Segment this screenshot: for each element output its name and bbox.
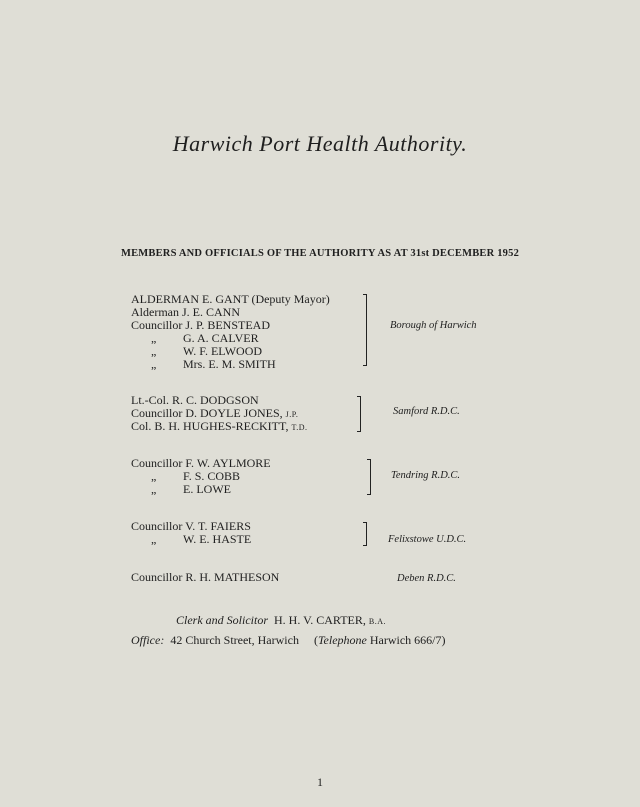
- group-bracket: [356, 396, 361, 432]
- member-group-deben: [131, 571, 611, 584]
- member-group-samford: [131, 394, 611, 433]
- authority-body-label: Deben R.D.C.: [397, 573, 456, 584]
- group-bracket: [366, 459, 371, 495]
- member-line: Councillor J. P. BENSTEAD: [131, 318, 271, 332]
- members-heading: MEMBERS AND OFFICIALS OF THE AUTHORITY AS AT 31st DECEMBER 1952: [120, 248, 520, 259]
- authority-body-label: Borough of Harwich: [390, 320, 477, 331]
- member-line: „ G. A. CALVER: [151, 331, 259, 345]
- group-bracket: [362, 294, 367, 366]
- page-number: 1: [317, 775, 323, 789]
- authority-body-label: Samford R.D.C.: [393, 406, 460, 417]
- office-line: Office: 42 Church Street, Harwich (Telephone Harwich 666/7): [131, 633, 446, 647]
- member-line: Col. B. H. HUGHES-RECKITT, T.D.: [131, 419, 308, 433]
- member-line: „ W. F. ELWOOD: [151, 344, 263, 358]
- member-line: ALDERMAN E. GANT (Deputy Mayor): [131, 292, 330, 306]
- member-line: „ E. LOWE: [151, 482, 231, 496]
- page-title: Harwich Port Health Authority.: [172, 131, 468, 156]
- authority-body-label: Tendring R.D.C.: [391, 470, 461, 481]
- member-line: „ F. S. COBB: [151, 469, 241, 483]
- member-line: Alderman J. E. CANN: [131, 305, 240, 319]
- member-line: Councillor R. H. MATHESON: [131, 570, 280, 584]
- member-line: Lt.-Col. R. C. DODGSON: [131, 393, 259, 407]
- member-line: „ Mrs. E. M. SMITH: [151, 357, 276, 371]
- member-group-borough-of-harwich: [131, 293, 611, 371]
- member-line: Councillor V. T. FAIERS: [131, 519, 251, 533]
- member-line: „ W. E. HASTE: [151, 532, 252, 546]
- member-group-tendring: [131, 457, 611, 496]
- member-line: Councillor F. W. AYLMORE: [131, 456, 271, 470]
- group-bracket: [362, 522, 367, 546]
- authority-body-label: Felixstowe U.D.C.: [388, 534, 467, 545]
- member-group-felixstowe: [131, 520, 611, 546]
- clerk-line: Clerk and Solicitor H. H. V. CARTER, B.A.: [176, 613, 386, 627]
- member-line: Councillor D. DOYLE JONES, J.P.: [131, 406, 299, 420]
